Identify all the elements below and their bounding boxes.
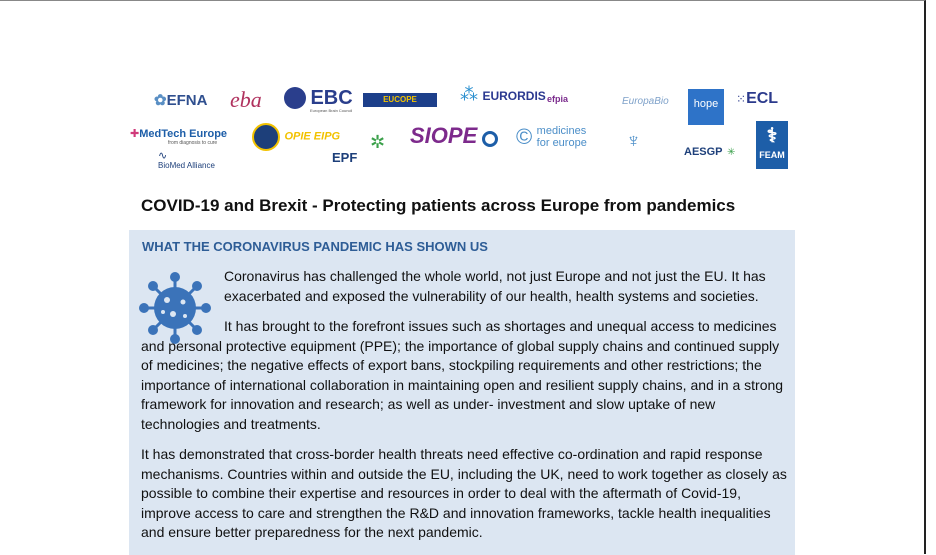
logo-medicines-for-europe: © medicines for europe [516,124,587,149]
paragraph-3: It has demonstrated that cross-border health threats need effective co-ordination and rapid response mechanisms. Countries within and outside the EU, including the UK, need to work together as closely as possible to combine their expertise and resources in order to deal with the aftermath of Covid-19, improve access to care and strengthen the R&D and innovation frameworks, tackle health inequalities and ensure better preparedness for the next pandemic. [141,446,787,541]
logo-europabio: EuropaBio [622,96,669,107]
feam-figure-icon: ⚕ [766,125,778,147]
logo-opie-eipg: OPIE EIPG [252,123,340,151]
siope-ribbon-icon [482,131,498,147]
logo-epf: EPF [332,150,358,165]
medtech-cross-icon: ✚ [130,128,140,140]
opie-emblem-icon [252,123,280,151]
efna-emblem-icon: ✿ [154,92,167,109]
paragraph-2: It has brought to the forefront issues such as shortages and unequal access to medicines and personal protective equipment (PPE); the importance of global supply chains and continued supply of medicines; the negative effects of export bans, stockpiling requirements and other restrictions; the importance of international collaboration in maintaining open and resilient supply chains, and in a strong framework for innovation and research; as well as under- investment and slow uptake of new technologies and treatments. [141,318,784,432]
logo-efpia: efpia [547,94,569,104]
biomed-wave-icon: ∿ [158,150,168,162]
paragraph-1: Coronavirus has challenged the whole world, not just Europe and not just the EU. It has exacerbated and exposed the vulnerability of our health, health systems and societies. [224,268,766,304]
logo-epf-figure [370,133,385,151]
logo-biomed-alliance: ∿ BioMed Alliance [158,150,215,170]
logo-ecl: ⁙ECL [736,90,779,107]
logo-eurordis: ⁂ EURORDIS [460,84,546,104]
logo-hope: hope [688,89,724,125]
ebc-brain-icon [284,87,306,109]
document-title: COVID-19 and Brexit - Protecting patients across Europe from pandemics [141,196,736,215]
medicines-c-icon: © [516,124,533,149]
partner-logos [130,85,800,177]
ecl-dots-icon: ⁙ [736,92,747,106]
section-heading: WHAT THE CORONAVIRUS PANDEMIC HAS SHOWN US [142,239,488,254]
aesgp-star-icon: ✳ [726,147,736,158]
logo-medtech-europe: ✚MedTech Europe from diagnosis to cure [130,128,228,146]
epf-person-icon: ✲ [370,132,386,152]
logo-aesgp: AESGP ✳ [684,146,736,158]
logo-siope: SIOPE [410,125,498,147]
logo-ebc: EBC European Brain Council [284,87,353,113]
stylized-figure-icon: ♆ [626,130,641,152]
logo-feam: ⚕ FEAM [756,121,788,169]
eurordis-people-icon: ⁂ [460,84,478,104]
logo-eucope: EUCOPE [363,93,437,107]
logo-figure [626,131,641,151]
logo-efna: ✿EFNA [154,92,208,109]
logo-eba: eba [230,87,262,112]
content-panel [129,230,795,555]
